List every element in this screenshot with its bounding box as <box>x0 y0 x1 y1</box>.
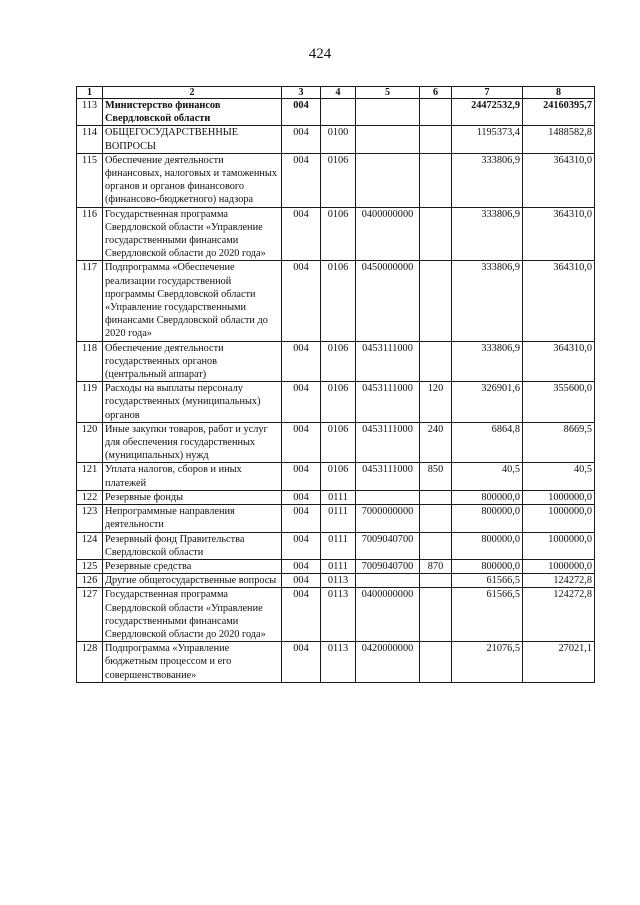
row-code-gr: 004 <box>282 574 321 588</box>
row-target-article: 7000000000 <box>356 505 420 532</box>
row-expense-type <box>420 207 452 261</box>
row-code-gr: 004 <box>282 559 321 573</box>
row-amount-2: 27021,1 <box>523 642 595 683</box>
row-target-article <box>356 99 420 126</box>
row-amount-2: 1000000,0 <box>523 532 595 559</box>
row-name: Государственная программа Свердловской области «Управление государственными финансами Свердловской области до 2020 года» <box>103 588 282 642</box>
row-name: Министерство финансов Свердловской области <box>103 99 282 126</box>
row-code-gr: 004 <box>282 532 321 559</box>
row-section: 0106 <box>321 382 356 423</box>
row-name: Непрограммные направления деятельности <box>103 505 282 532</box>
row-expense-type: 240 <box>420 422 452 463</box>
row-name: Обеспечение деятельности финансовых, налоговых и таможенных органов и органов финансового (финансово-бюджетного) надзора <box>103 153 282 207</box>
table-row <box>77 588 595 642</box>
row-expense-type <box>420 341 452 382</box>
row-name: Резервные средства <box>103 559 282 573</box>
row-amount-2: 1000000,0 <box>523 490 595 504</box>
row-expense-type <box>420 153 452 207</box>
row-expense-type <box>420 532 452 559</box>
row-amount-1: 61566,5 <box>452 588 523 642</box>
col-header-2: 2 <box>103 87 282 99</box>
row-name: Иные закупки товаров, работ и услуг для обеспечения государственных (муниципальных) нужд <box>103 422 282 463</box>
row-target-article: 0450000000 <box>356 261 420 341</box>
row-target-article: 0400000000 <box>356 588 420 642</box>
row-section: 0111 <box>321 559 356 573</box>
row-expense-type: 850 <box>420 463 452 490</box>
row-code-gr: 004 <box>282 382 321 423</box>
table-row <box>77 341 595 382</box>
row-section: 0106 <box>321 207 356 261</box>
row-number: 115 <box>77 153 103 207</box>
row-target-article: 7009040700 <box>356 532 420 559</box>
row-code-gr: 004 <box>282 261 321 341</box>
row-expense-type <box>420 261 452 341</box>
row-number: 123 <box>77 505 103 532</box>
row-amount-2: 40,5 <box>523 463 595 490</box>
row-section <box>321 99 356 126</box>
row-amount-1: 40,5 <box>452 463 523 490</box>
row-name: Обеспечение деятельности государственных органов (центральный аппарат) <box>103 341 282 382</box>
page-number: 424 <box>308 46 332 62</box>
table-row <box>77 559 595 573</box>
row-name: Расходы на выплаты персоналу государственных (муниципальных) органов <box>103 382 282 423</box>
row-amount-1: 1195373,4 <box>452 126 523 153</box>
table-row <box>77 574 595 588</box>
table-row <box>77 153 595 207</box>
row-amount-1: 326901,6 <box>452 382 523 423</box>
col-header-8: 8 <box>523 87 595 99</box>
row-amount-1: 333806,9 <box>452 261 523 341</box>
row-amount-1: 21076,5 <box>452 642 523 683</box>
row-number: 114 <box>77 126 103 153</box>
row-expense-type <box>420 505 452 532</box>
row-amount-2: 364310,0 <box>523 341 595 382</box>
row-code-gr: 004 <box>282 490 321 504</box>
row-expense-type <box>420 126 452 153</box>
row-number: 117 <box>77 261 103 341</box>
row-code-gr: 004 <box>282 99 321 126</box>
row-name: Резервный фонд Правительства Свердловской области <box>103 532 282 559</box>
table-row <box>77 382 595 423</box>
row-section: 0106 <box>321 341 356 382</box>
table-row <box>77 490 595 504</box>
row-amount-1: 6864,8 <box>452 422 523 463</box>
col-header-6: 6 <box>420 87 452 99</box>
table-row <box>77 642 595 683</box>
row-amount-2: 1000000,0 <box>523 559 595 573</box>
row-amount-2: 1000000,0 <box>523 505 595 532</box>
row-amount-2: 364310,0 <box>523 261 595 341</box>
row-section: 0113 <box>321 642 356 683</box>
row-expense-type <box>420 642 452 683</box>
row-expense-type <box>420 574 452 588</box>
row-number: 127 <box>77 588 103 642</box>
row-expense-type <box>420 588 452 642</box>
row-amount-2: 124272,8 <box>523 588 595 642</box>
table-row <box>77 505 595 532</box>
row-amount-1: 61566,5 <box>452 574 523 588</box>
row-section: 0106 <box>321 422 356 463</box>
col-header-5: 5 <box>356 87 420 99</box>
col-header-7: 7 <box>452 87 523 99</box>
row-section: 0111 <box>321 490 356 504</box>
row-target-article: 0453111000 <box>356 341 420 382</box>
row-amount-2: 8669,5 <box>523 422 595 463</box>
row-section: 0106 <box>321 261 356 341</box>
budget-table <box>76 86 595 683</box>
row-number: 120 <box>77 422 103 463</box>
row-amount-2: 124272,8 <box>523 574 595 588</box>
row-amount-2: 1488582,8 <box>523 126 595 153</box>
row-amount-2: 364310,0 <box>523 207 595 261</box>
row-number: 113 <box>77 99 103 126</box>
col-header-3: 3 <box>282 87 321 99</box>
row-section: 0113 <box>321 574 356 588</box>
row-number: 118 <box>77 341 103 382</box>
row-code-gr: 004 <box>282 207 321 261</box>
row-target-article <box>356 153 420 207</box>
row-code-gr: 004 <box>282 463 321 490</box>
row-code-gr: 004 <box>282 642 321 683</box>
row-name: Резервные фонды <box>103 490 282 504</box>
row-amount-1: 800000,0 <box>452 532 523 559</box>
row-amount-1: 800000,0 <box>452 505 523 532</box>
row-number: 126 <box>77 574 103 588</box>
row-target-article: 0453111000 <box>356 463 420 490</box>
row-target-article: 0453111000 <box>356 382 420 423</box>
row-target-article <box>356 126 420 153</box>
row-section: 0106 <box>321 153 356 207</box>
table-row <box>77 463 595 490</box>
row-target-article: 0420000000 <box>356 642 420 683</box>
row-target-article <box>356 490 420 504</box>
row-code-gr: 004 <box>282 153 321 207</box>
row-expense-type <box>420 490 452 504</box>
row-code-gr: 004 <box>282 505 321 532</box>
row-number: 119 <box>77 382 103 423</box>
table-row <box>77 422 595 463</box>
row-expense-type <box>420 99 452 126</box>
row-name: Подпрограмма «Обеспечение реализации государственной программы Свердловской области «Управление государственными финансами Свердловской области до 2020 года» <box>103 261 282 341</box>
col-header-4: 4 <box>321 87 356 99</box>
row-target-article: 0453111000 <box>356 422 420 463</box>
header-row <box>77 87 595 99</box>
col-header-1: 1 <box>77 87 103 99</box>
row-number: 125 <box>77 559 103 573</box>
row-section: 0106 <box>321 463 356 490</box>
row-amount-1: 333806,9 <box>452 207 523 261</box>
row-number: 122 <box>77 490 103 504</box>
row-amount-1: 800000,0 <box>452 490 523 504</box>
row-code-gr: 004 <box>282 126 321 153</box>
row-number: 124 <box>77 532 103 559</box>
row-code-gr: 004 <box>282 422 321 463</box>
row-name: ОБЩЕГОСУДАРСТВЕННЫЕ ВОПРОСЫ <box>103 126 282 153</box>
row-expense-type: 870 <box>420 559 452 573</box>
row-expense-type: 120 <box>420 382 452 423</box>
row-name: Подпрограмма «Управление бюджетным процессом и его совершенствование» <box>103 642 282 683</box>
row-number: 116 <box>77 207 103 261</box>
row-name: Другие общегосударственные вопросы <box>103 574 282 588</box>
row-name: Уплата налогов, сборов и иных платежей <box>103 463 282 490</box>
row-target-article: 0400000000 <box>356 207 420 261</box>
row-amount-1: 24472532,9 <box>452 99 523 126</box>
row-amount-1: 800000,0 <box>452 559 523 573</box>
row-number: 121 <box>77 463 103 490</box>
row-name: Государственная программа Свердловской области «Управление государственными финансами Свердловской области до 2020 года» <box>103 207 282 261</box>
row-section: 0111 <box>321 505 356 532</box>
row-amount-2: 24160395,7 <box>523 99 595 126</box>
table-body <box>77 99 595 683</box>
row-amount-2: 355600,0 <box>523 382 595 423</box>
table-row <box>77 261 595 341</box>
table-row <box>77 207 595 261</box>
row-target-article <box>356 574 420 588</box>
row-amount-1: 333806,9 <box>452 341 523 382</box>
row-section: 0100 <box>321 126 356 153</box>
row-amount-1: 333806,9 <box>452 153 523 207</box>
row-amount-2: 364310,0 <box>523 153 595 207</box>
row-code-gr: 004 <box>282 341 321 382</box>
row-section: 0113 <box>321 588 356 642</box>
table-row <box>77 99 595 126</box>
row-code-gr: 004 <box>282 588 321 642</box>
table-row <box>77 532 595 559</box>
row-target-article: 7009040700 <box>356 559 420 573</box>
row-number: 128 <box>77 642 103 683</box>
row-section: 0111 <box>321 532 356 559</box>
table-row <box>77 126 595 153</box>
